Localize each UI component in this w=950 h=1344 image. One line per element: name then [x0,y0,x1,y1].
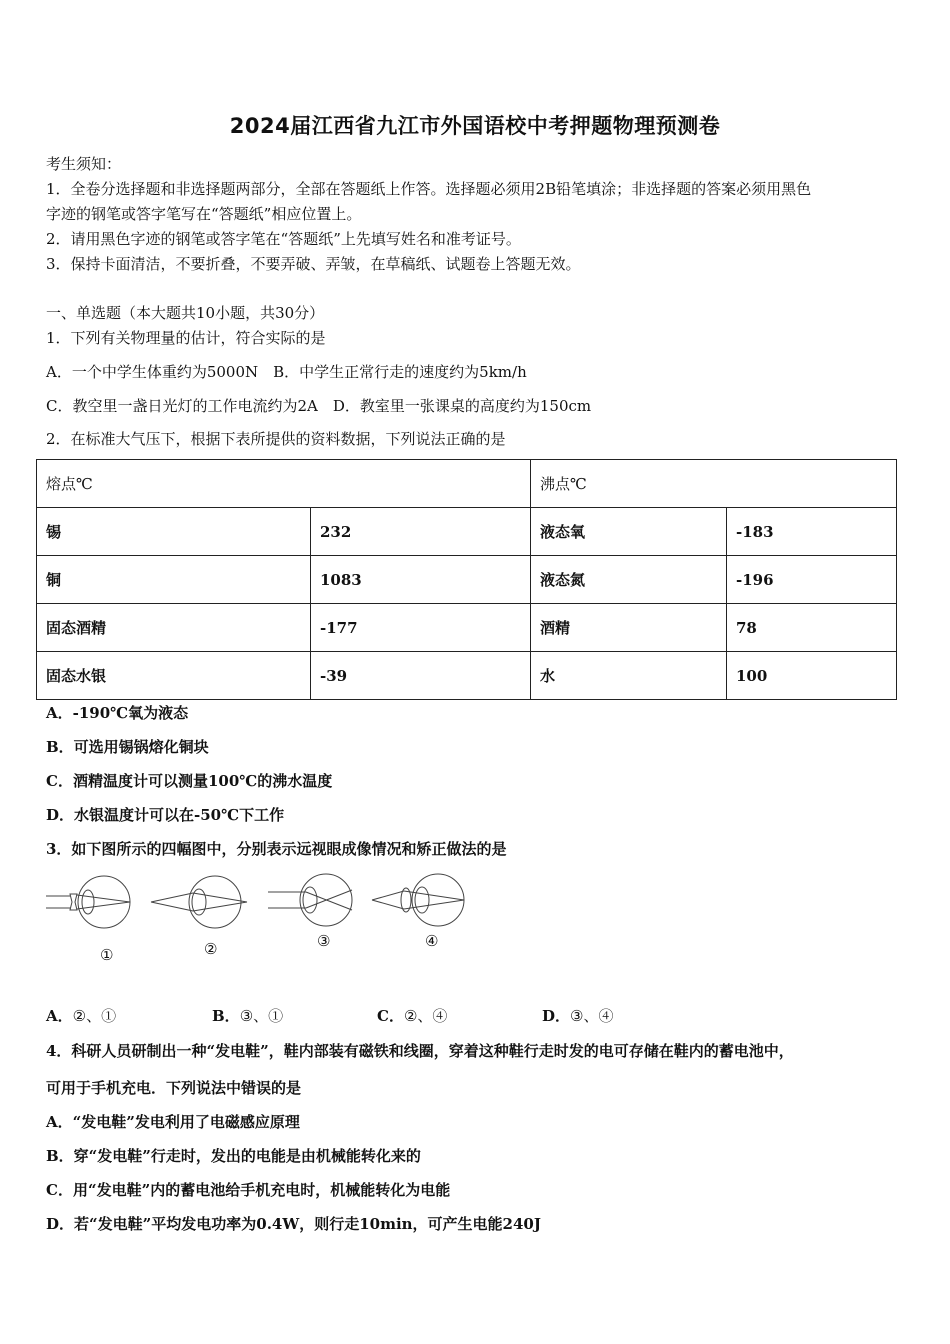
table-header-row [37,460,897,508]
question-3-stem: 3．如下图所示的四幅图中，分别表示远视眼成像情况和矫正做法的是 [46,840,507,858]
table-cell: 固态酒精 [37,604,311,652]
question-3-option-c [377,1005,447,1026]
option-letter: A． [46,1007,73,1025]
notice-item: 2．请用黑色字迹的钢笔或答字笔在“答题纸”上先填写姓名和准考证号。 [46,230,521,248]
table-cell: 铜 [37,556,311,604]
page-title: 2024届江西省九江市外国语校中考押题物理预测卷 [229,114,721,138]
question-4-option-d: D．若“发电鞋”平均发电功率为0.4W，则行走10min，可产生电能240J [46,1215,541,1233]
table-cell: -183 [727,508,897,556]
question-4-option-a: A．“发电鞋”发电利用了电磁感应原理 [46,1113,300,1131]
question-4-stem: 4．科研人员研制出一种“发电鞋”，鞋内部装有磁铁和线圈，穿着这种鞋行走时发的电可存储在鞋内的蓄电池中， [46,1042,794,1060]
table-cell: -177 [311,604,531,652]
table-cell: 水 [531,652,727,700]
eye-diagram-2 [149,868,249,938]
question-2-stem: 2．在标准大气压下，根据下表所提供的资料数据，下列说法正确的是 [46,430,506,448]
section-heading: 一、单选题（本大题共10小题，共30分） [46,304,325,322]
question-2-option-c: C．酒精温度计可以测量100℃的沸水温度 [46,772,333,790]
question-1-options-cd: C．教空里一盏日光灯的工作电流约为2A D．教室里一张课桌的高度约为150cm [46,397,592,415]
table-cell: 232 [311,508,531,556]
option-value: ③、④ [570,1007,614,1025]
question-2-option-d: D．水银温度计可以在-50℃下工作 [46,806,285,824]
question-3-option-a [46,1005,116,1026]
table-cell: 锡 [37,508,311,556]
option-letter: D． [542,1007,571,1025]
table-header-boiling: 沸点℃ [531,460,897,508]
question-3-option-d [542,1005,613,1026]
figure-label-2: ② [204,940,218,958]
table-cell: 液态氧 [531,508,727,556]
question-1-options-ab: A．一个中学生体重约为5000N B．中学生正常行走的速度约为5km/h [46,363,527,381]
option-value: ②、④ [403,1007,448,1025]
notice-item: 1．全卷分选择题和非选择题两部分，全部在答题纸上作答。选择题必须用2B铅笔填涂；非选择题的答案必须用黑色 [46,180,812,198]
eye-diagram-4 [370,868,470,938]
question-4-option-c: C．用“发电鞋”内的蓄电池给手机充电时，机械能转化为电能 [46,1181,451,1199]
table-cell: 100 [727,652,897,700]
question-2-option-a: A．-190℃氧为液态 [46,704,189,722]
question-2-option-b: B．可选用锡锅熔化铜块 [46,738,209,756]
table-cell: -196 [727,556,897,604]
figure-label-4: ④ [425,932,439,950]
question-4-option-b: B．穿“发电鞋”行走时，发出的电能是由机械能转化来的 [46,1147,421,1165]
table-row [37,556,897,604]
option-value: ②、① [72,1007,117,1025]
table-row [37,604,897,652]
option-letter: C． [377,1007,404,1025]
figure-label-3: ③ [317,932,331,950]
eye-diagram-1 [44,868,139,938]
table-row [37,652,897,700]
notice-item: 3．保持卡面清洁，不要折叠，不要弄破、弄皱，在草稿纸、试题卷上答题无效。 [46,255,581,273]
table-cell: 1083 [311,556,531,604]
notice-heading: 考生须知： [46,155,122,173]
eye-diagram-3 [266,868,361,938]
table-row [37,508,897,556]
eye-diagrams [44,868,474,968]
table-cell: -39 [311,652,531,700]
figure-label-1: ① [100,946,114,964]
table-cell: 78 [727,604,897,652]
notice-item: 字迹的钢笔或答字笔写在“答题纸”相应位置上。 [46,205,362,223]
question-4-stem-cont: 可用于手机充电．下列说法中错误的是 [46,1079,302,1097]
melting-boiling-table [36,459,897,700]
question-1-stem: 1．下列有关物理量的估计，符合实际的是 [46,329,326,347]
option-value: ③、① [239,1007,284,1025]
table-cell: 酒精 [531,604,727,652]
table-cell: 液态氮 [531,556,727,604]
option-letter: B． [212,1007,240,1025]
table-cell: 固态水银 [37,652,311,700]
question-3-option-b [212,1005,283,1026]
table-header-melting: 熔点℃ [37,460,531,508]
